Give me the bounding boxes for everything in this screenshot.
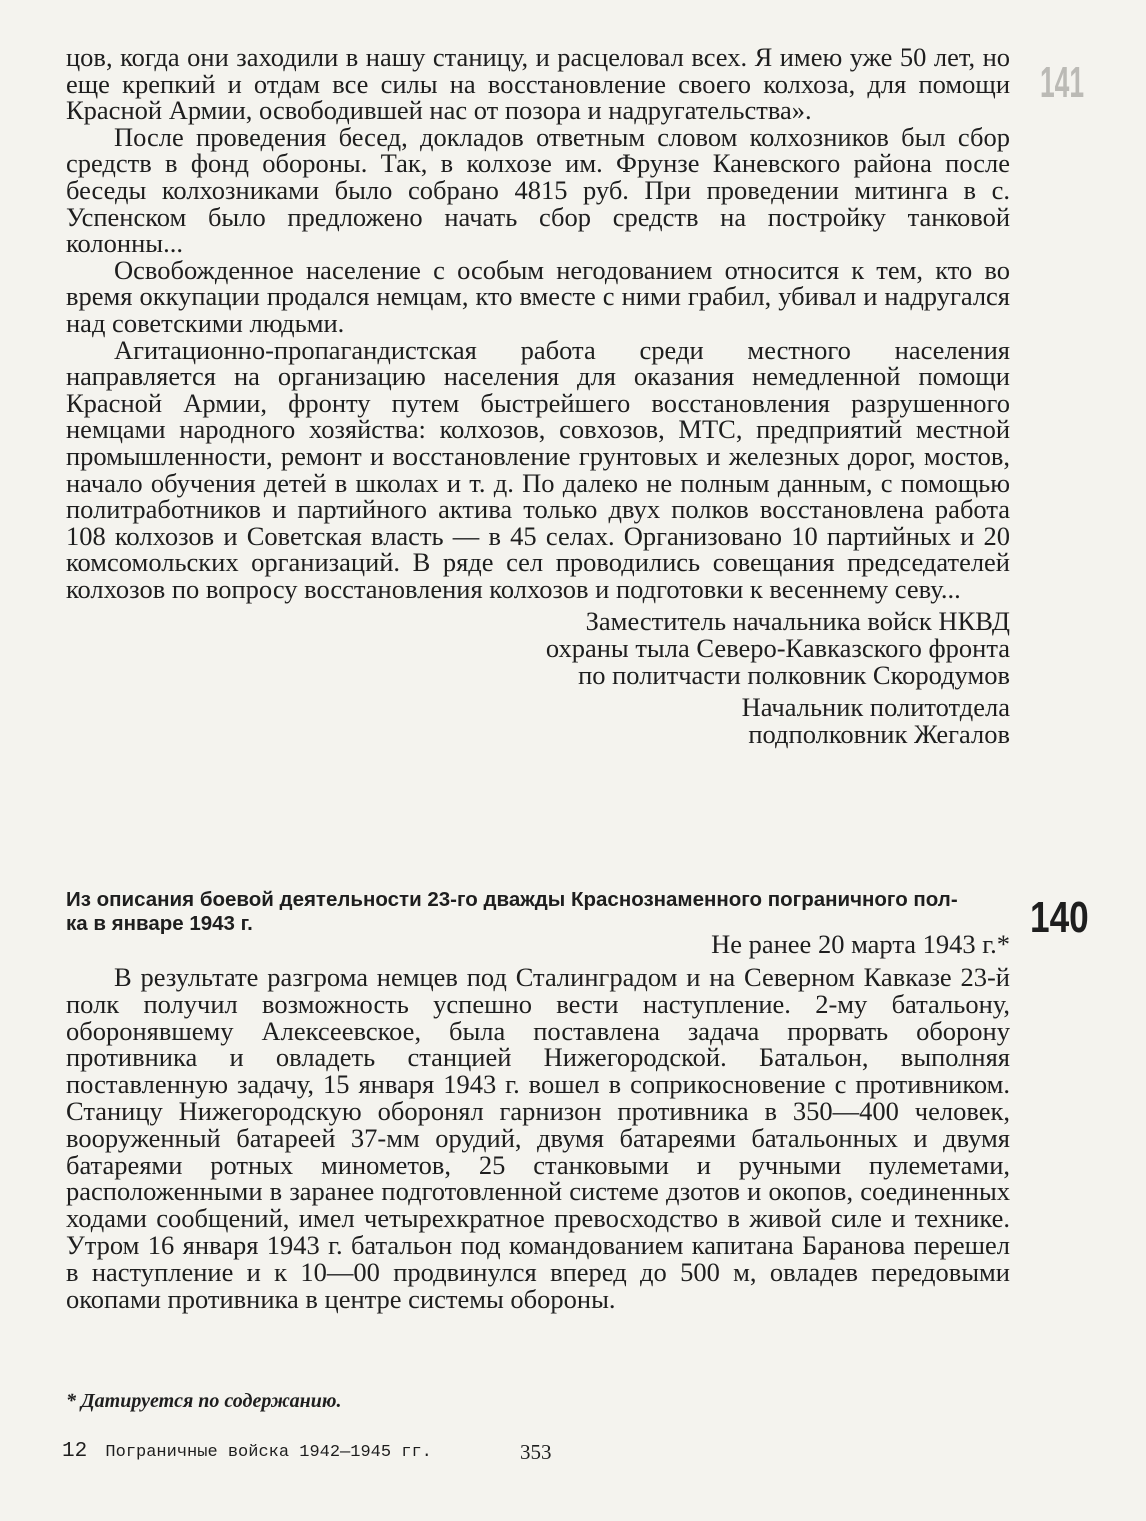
paragraph-continuation: цов, когда они заходили в нашу станицу, и расцеловал всех. Я имею уже 50 лет, но еще крепкий и отдам все силы на восстановление своего колхоза, для помощи Красной Армии, освободившей нас от позора и надругательства». [66, 42, 1010, 126]
signature-1-line-3: по политчасти полковник Скородумов [578, 659, 1010, 690]
document-body [66, 964, 1010, 1312]
document-title-line-1: Из описания боевой деятельности 23-го дважды Краснознаменного пограничного пол- [66, 888, 958, 911]
page-number: 353 [520, 1440, 552, 1464]
page-footer [62, 1440, 432, 1463]
sheet-number: 12 [62, 1440, 88, 1463]
document-date: Не ранее 20 марта 1943 г.* [711, 929, 1010, 959]
prev-document-number: 141 [1040, 58, 1085, 107]
document-number: 140 [1030, 893, 1089, 942]
signature-1-line-1: Заместитель начальника войск НКВД [585, 606, 1010, 637]
paragraph-population: Освобожденное население с особым негодованием относится к тем, кто во время оккупации продался немцам, кто вместе с ними грабил, убивал и надругался над советскими людьми. [66, 254, 1010, 338]
signature-2-line-2: подполковник Жегалов [748, 718, 1010, 749]
document-title-line-2: ка в январе 1943 г. [66, 912, 253, 935]
paragraph-agitation: Агитационно-пропагандистская работа среди местного населения направляется на организацию населения для оказания немедленной помощи Красной Армии, фронту путем быстрейшего восстановления разрушенного немцами народного хозяйства: колхозов, совхозов, МТС, предприятий местной промышленности, ремонт и восстановление грунтовых и железных дорог, мостов, начало обучения детей в школах и т. д. По далеко не полным данным, с помощью политработников и партийного актива только двух полков восстановлена работа 108 колхозов и Советская власть — в 45 селах. Организовано 10 партийных и 20 комсомольских организаций. В ряде сел проводились совещания председателей колхозов по вопросу восстановления колхозов и подготовки к весеннему севу... [66, 334, 1010, 604]
top-text-block [66, 44, 1010, 747]
signature-2-line-1: Начальник политотдела [741, 692, 1010, 723]
footnote: * Датируется по содержанию. [66, 1390, 342, 1412]
paragraph-funds: После проведения бесед, докладов ответным словом колхозников был сбор средств в фонд обороны. Так, в колхозе им. Фрунзе Каневского района после беседы колхозниками было собрано 4815 руб. При проведении митинга в с. Успенском было предложено начать сбор средств на постройку танковой колонны... [66, 121, 1010, 259]
book-title: Пограничные войска 1942—1945 гг. [105, 1443, 432, 1462]
document-body-paragraph: В результате разгрома немцев под Сталинградом и на Северном Кавказе 23-й полк получил возможность успешно вести наступление. 2-му батальону, оборонявшему Алексеевское, была поставлена задача прорвать оборону противника и овладеть станцией Нижегородской. Батальон, выполняя поставленную задачу, 15 января 1943 г. вошел в соприкосновение с противником. Станицу Нижегородскую оборонял гарнизон противника в 350—400 человек, вооруженный батареей 37-мм орудий, двумя батареями батальонных и двумя батареями ротных минометов, 25 станковыми и ручными пулеметами, расположенными в заранее подготовленной системе дзотов и окопов, соединенных ходами сообщений, имел четырехкратное превосходство в живой силе и технике. Утром 16 января 1943 г. батальон под командованием капитана Баранова перешел в наступление и к 10—00 продвинулся вперед до 500 м, овладев передовыми окопами противника в центре системы обороны. [66, 962, 1010, 1314]
signature-1-line-2: охраны тыла Северо-Кавказского фронта [545, 633, 1010, 664]
